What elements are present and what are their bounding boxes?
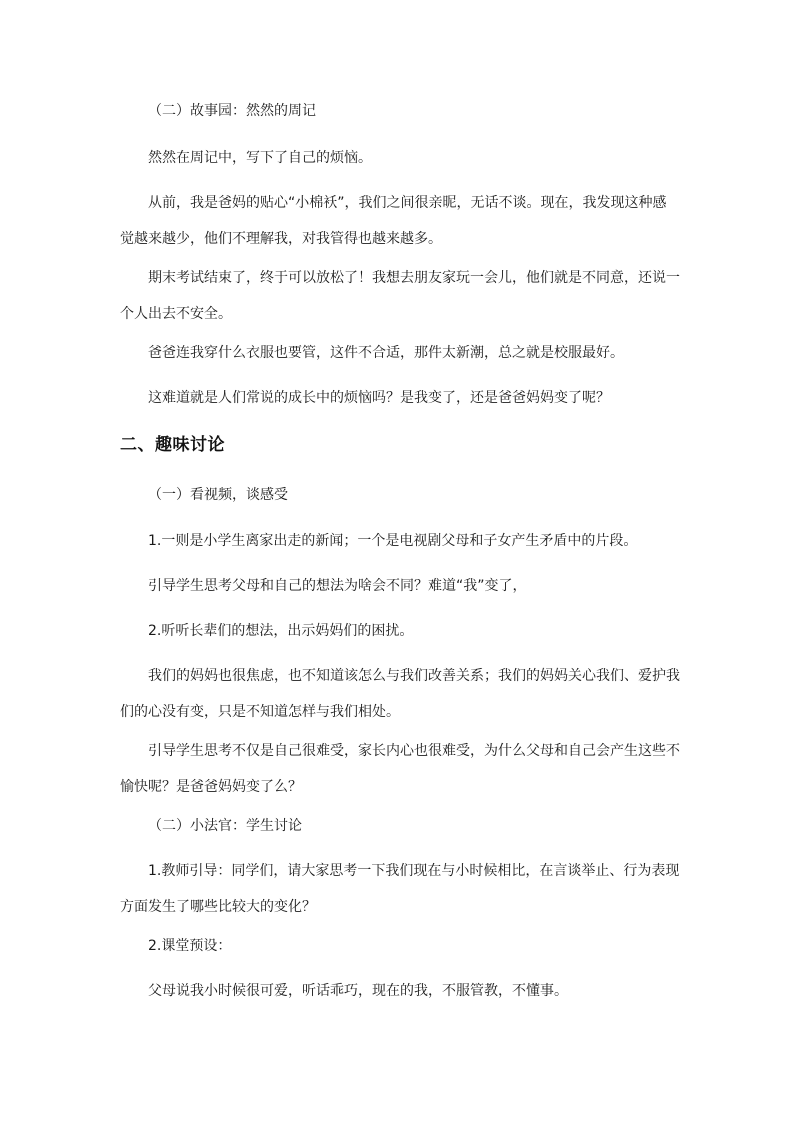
paragraph: 父母说我小时候很可爱，听话乖巧，现在的我，不服管教，不懂事。 — [148, 983, 568, 999]
subsection-heading-judge: （二）小法官：学生讨论 — [148, 818, 302, 834]
paragraph: 从前，我是爸妈的贴心“小棉袄”，我们之间很亲昵，无话不谈。现在，我发现这种感觉越来越少，他们不理解我，对我管得也越来越多。 — [120, 195, 667, 247]
subsection-heading-story: （二）故事园：然然的周记 — [148, 103, 316, 119]
subsection-heading-video: （一）看视频，谈感受 — [148, 487, 288, 503]
section-heading: 二、趣味讨论 — [120, 435, 225, 455]
paragraph: 引导学生思考父母和自己的想法为啥会不同？难道“我”变了， — [148, 578, 527, 594]
paragraph: 期末考试结束了，终于可以放松了！我想去朋友家玩一会儿，他们就是不同意，还说一个人出去不安全。 — [120, 270, 680, 322]
paragraph: 我们的妈妈也很焦虑，也不知道该怎么与我们改善关系；我们的妈妈关心我们、爱护我们的心没有变，只是不知道怎样与我们相处。 — [120, 668, 680, 720]
list-item: 1.教师引导：同学们，请大家思考一下我们现在与小时候相比，在言谈举止、行为表现方面发生了哪些比较大的变化？ — [120, 863, 680, 915]
paragraph: 这难道就是人们常说的成长中的烦恼吗？是我变了，还是爸爸妈妈变了呢？ — [148, 390, 610, 406]
list-item: 2.听听长辈们的想法，出示妈妈们的困扰。 — [148, 623, 414, 639]
list-item: 1.一则是小学生离家出走的新闻；一个是电视剧父母和子女产生矛盾中的片段。 — [148, 533, 638, 549]
paragraph: 爸爸连我穿什么衣服也要管，这件不合适，那件太新潮，总之就是校服最好。 — [148, 345, 624, 361]
paragraph: 然然在周记中，写下了自己的烦恼。 — [148, 150, 372, 166]
paragraph: 引导学生思考不仅是自己很难受，家长内心也很难受，为什么父母和自己会产生这些不愉快呢？是爸爸妈妈变了么？ — [120, 743, 680, 795]
list-item: 2.课堂预设： — [148, 938, 232, 954]
